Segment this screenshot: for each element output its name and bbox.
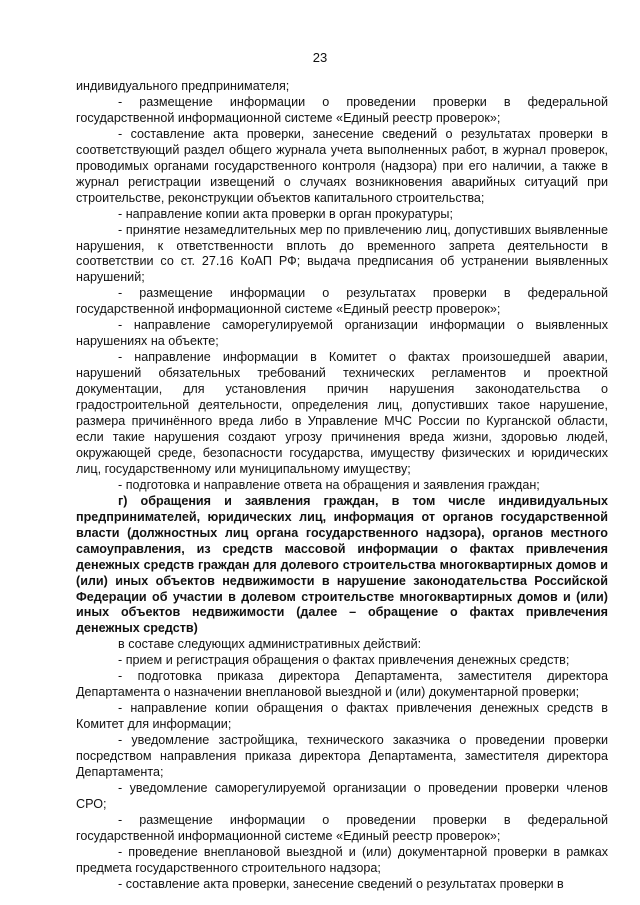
paragraph-14: - направление копии обращения о фактах привлечения денежных средств в Комитет для информации;: [76, 701, 608, 732]
paragraph-1: индивидуального предпринимателя;: [76, 79, 290, 93]
paragraph-18: - проведение внеплановой выездной и (или) документарной проверки в рамках предмета государственного строительного надзора;: [76, 844, 608, 875]
document-body: [76, 79, 608, 893]
paragraph-6: - размещение информации о результатах проверки в федеральной государственной информационной системе «Единый реестр проверок»;: [76, 286, 608, 317]
paragraph-5: - принятие незамедлительных мер по привлечению лиц, допустивших выявленные нарушения, к ответственности вплоть до временного запрета деятельности в соответствии со ст. 27.16 КоАП РФ; выдача предписания об устранении выявленных нарушений;: [76, 222, 608, 285]
paragraph-13: - подготовка приказа директора Департамента, заместителя директора Департамента о назначении внеплановой выездной и (или) документарной проверки;: [76, 669, 608, 700]
section-heading-g: г) обращения и заявления граждан, в том числе индивидуальных предпринимателей, юридических лиц, информация от органов государственной власти (должностных лиц органа государственного надзора), органов местного самоуправления, из средств массовой информации о фактах привлечения денежных средств граждан для долевого строительства многоквартирных домов и (или) иных объектов недвижимости в нарушение законодательства Российской Федерации об участии в долевом строительстве многоквартирных домов и (или) иных объектов недвижимости (далее – обращение о фактах привлечения денежных средств): [76, 493, 608, 636]
paragraph-4: - направление копии акта проверки в орган прокуратуры;: [118, 206, 453, 221]
paragraph-16: - уведомление саморегулируемой организации о проведении проверки членов СРО;: [76, 780, 608, 811]
paragraph-17: - размещение информации о проведении проверки в федеральной государственной информационной системе «Единый реестр проверок»;: [76, 812, 608, 843]
paragraph-15: - уведомление застройщика, технического заказчика о проведении проверки посредством направления приказа директора Департамента, заместителя директора Департамента;: [76, 733, 608, 779]
paragraph-3: - составление акта проверки, занесение сведений о результатах проверки в соответствующий раздел общего журнала учета выполненных работ, в журнал проверок, проводимых органами государственного контроля (надзора) при его наличии, а также в журнал регистрации извещений о случаях возникновения аварийных ситуаций при строительстве, реконструкции объектов капитального строительства;: [76, 126, 608, 205]
paragraph-11: в составе следующих административных действий:: [118, 637, 422, 652]
paragraph-19: - составление акта проверки, занесение сведений о результатах проверки в: [118, 876, 564, 891]
paragraph-7: - направление саморегулируемой организации информации о выявленных нарушениях на объекте;: [76, 318, 608, 349]
page-number: 23: [312, 50, 328, 65]
paragraph-8: - направление информации в Комитет о фактах произошедшей аварии, нарушений обязательных требований технических регламентов и проектной документации, для установления причин нарушения законодательства о градостроительной деятельности, определения лиц, допустивших такое нарушение, размера причинённого вреда либо в Управление МЧС России по Курганской области, если такие нарушения создают угрозу причинения вреда жизни, здоровью людей, окружающей среде, безопасности государства, имуществу физических и юридических лиц, государственному или муниципальному имуществу;: [76, 350, 608, 476]
paragraph-2: - размещение информации о проведении проверки в федеральной государственной информационной системе «Единый реестр проверок»;: [76, 94, 608, 125]
paragraph-9: - подготовка и направление ответа на обращения и заявления граждан;: [118, 477, 540, 492]
paragraph-12: - прием и регистрация обращения о фактах привлечения денежных средств;: [118, 653, 570, 668]
